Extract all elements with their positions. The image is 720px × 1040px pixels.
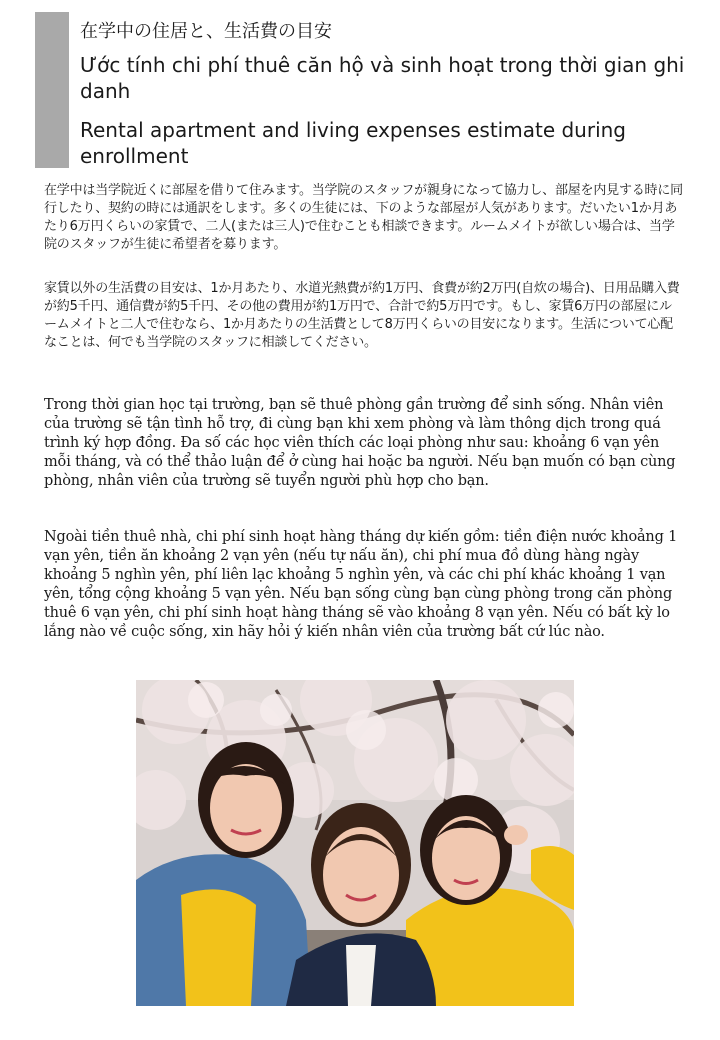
paragraph-ja-expenses: 家賃以外の生活費の目安は、1か月あたり、水道光熱費が約1万円、食費が約2万円(自炊の場合)、日用品購入費が約5千円、通信費が約5千円、その他の費用が約1万円で、合計で約5万円です。もし、家賃6万円の部屋にルームメイトと二人で住むなら、1か月あたりの生活費として8万円くらいの目安になります。生活について心配なことは、何でも当学院のスタッフに相談してください。 [44, 281, 680, 350]
paragraph-vi-expenses: Ngoài tiền thuê nhà, chi phí sinh hoạt hàng tháng dự kiến gồm: tiền điện nước khoảng 1 vạn yên, tiền ăn khoảng 2 vạn yên (nếu tự nấu ăn), chi phí mua đồ dùng hàng ngày khoảng 5 nghìn yên, phí liên lạc khoảng 5 nghìn yên, và các chi phí khác khoảng 1 vạn yên, tổng cộng khoảng 5 vạn yên. Nếu bạn sống cùng bạn cùng phòng trong căn phòng thuê 6 vạn yên, chi phí sinh hoạt hàng tháng sẽ vào khoảng 8 vạn yên. Nếu có bất kỳ lo lắng nào về cuộc sống, xin hãy hỏi ý kiến nhân viên của trường bất cứ lúc nào. [44, 529, 678, 640]
page-title-vi: Ước tính chi phí thuê căn hộ và sinh hoạt trong thời gian ghi danh [80, 53, 685, 103]
page-title-en: Rental apartment and living expenses estimate during enrollment [80, 118, 626, 168]
paragraph-vi-housing: Trong thời gian học tại trường, bạn sẽ thuê phòng gần trường để sinh sống. Nhân viên của trường sẽ tận tình hỗ trợ, đi cùng bạn khi xem phòng và làm thông dịch trong quá trình ký hợp đồng. Đa số các học viên thích các loại phòng như sau: khoảng 6 vạn yên mỗi tháng, và có thể thảo luận để ở cùng hai hoặc ba người. Nếu bạn muốn có bạn cùng phòng, nhân viên của trường sẽ tuyển người phù hợp cho bạn. [44, 397, 676, 489]
page-title-ja: 在学中の住居と、生活費の目安 [80, 21, 332, 42]
paragraph-ja-housing: 在学中は当学院近くに部屋を借りて住みます。当学院のスタッフが親身になって協力し、部屋を内見する時に同行したり、契約の時には通訳をします。多くの生徒には、下のような部屋が人気があります。だいたい1か月あたり6万円くらいの家賃で、二人(または三人)で住むことも相談できます。ルームメイトが欲しい場合は、当学院のスタッフが生徒に希望者を募ります。 [44, 183, 683, 252]
header-accent-bar [35, 12, 69, 168]
students-photo [136, 680, 574, 1006]
photo-icon [136, 680, 574, 1006]
